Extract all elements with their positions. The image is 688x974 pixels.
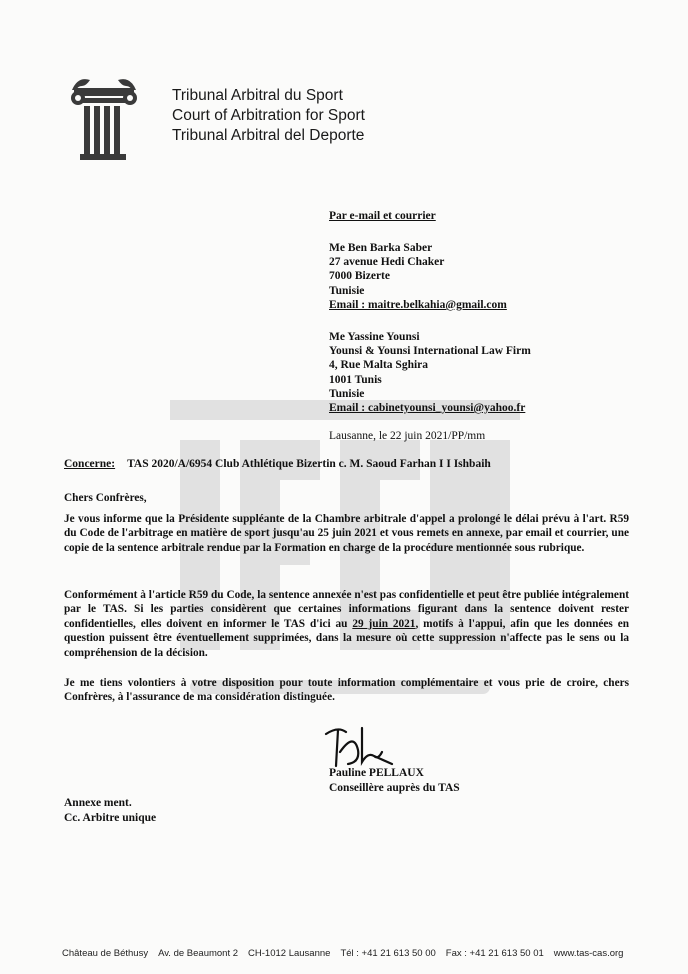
- organization-header: [172, 86, 365, 146]
- footer-building: Château de Béthusy: [62, 948, 149, 959]
- salutation: Chers Confrères,: [64, 492, 147, 504]
- recipient-2-line: Tunisie: [329, 387, 365, 400]
- recipient-2-line: Me Yassine Younsi: [329, 331, 420, 343]
- subject-label: Concerne:: [64, 458, 116, 470]
- paragraph-2-text: , motifs à l'appui, afin que les données en question puissent être éventuellement supprimées, dans la mesure où cette suppression n'affecte pas le sens ou la compréhension de la décision.: [64, 617, 629, 659]
- org-name-fr: Tribunal Arbitral du Sport: [172, 87, 343, 104]
- recipient-2-email: Email : cabinetyounsi_younsi@yahoo.fr: [329, 402, 526, 415]
- footer-tel: Tél : +41 21 613 50 00: [340, 948, 436, 959]
- cas-column-logo-icon: [64, 74, 144, 162]
- org-name-es: Tribunal Arbitral del Deporte: [172, 127, 365, 144]
- annex-line: Annexe ment.: [64, 797, 132, 809]
- recipient-1-line: Me Ben Barka Saber: [329, 242, 433, 254]
- signatory-title: Conseillère auprès du TAS: [329, 781, 460, 794]
- recipient-1-line: 27 avenue Hedi Chaker: [329, 256, 445, 269]
- subject-line: [64, 458, 491, 470]
- deadline-date: 29 juin 2021: [352, 617, 416, 630]
- paragraph-2: [64, 588, 629, 660]
- footer-website: www.tas-cas.org: [553, 948, 624, 959]
- letter-date: Lausanne, le 22 juin 2021/PP/mm: [329, 430, 486, 442]
- recipient-1-address: [329, 241, 507, 312]
- footer: [62, 948, 642, 959]
- paragraph-3: Je me tiens volontiers à votre disposition pour toute information complémentaire et vous prie de croire, chers Confrères, à l'assurance de ma considération distinguée.: [64, 677, 629, 704]
- paragraph-2-text: Conformément à l'article R59 du Code, la sentence annexée n'est pas confidentielle et peut être publiée intégralement par le TAS. Si les parties considèrent que certaines informations figurant dans la sentence doivent rester confidentielles, elles doivent en informer le TAS d'ici au: [64, 589, 629, 630]
- recipient-2-line: 1001 Tunis: [329, 373, 382, 386]
- paragraph-1: Je vous informe que la Présidente suppléante de la Chambre arbitrale d'appel a prolongé le délai prévu à l'art. R59 du Code de l'arbitrage en matière de sport jusqu'au 25 juin 2021 et vous remets en annexe, par email et courrier, une copie de la sentence arbitrale rendue par la Formation en charge de la procédure mentionnée sous rubrique.: [64, 513, 629, 554]
- recipient-1-line: Tunisie: [329, 284, 365, 297]
- footer-city: CH-1012 Lausanne: [248, 948, 331, 959]
- subject-text: TAS 2020/A/6954 Club Athlétique Bizertin c. M. Saoud Farhan I I Ishbaih: [127, 458, 491, 470]
- delivery-method: [329, 209, 436, 223]
- recipient-2-line: 4, Rue Malta Sghira: [329, 359, 429, 372]
- recipient-2-address: [329, 330, 531, 415]
- handwritten-signature-icon: [318, 722, 408, 772]
- footer-fax: Fax : +41 21 613 50 01: [445, 948, 544, 959]
- annex-block: [64, 796, 156, 825]
- recipient-2-line: Younsi & Younsi International Law Firm: [329, 345, 531, 358]
- delivery-label: Par e-mail et courrier: [329, 210, 436, 222]
- org-name-en: Court of Arbitration for Sport: [172, 107, 365, 124]
- recipient-1-email: Email : maitre.belkahia@gmail.com: [329, 298, 507, 311]
- watermark-logo-icon: [170, 400, 520, 720]
- signatory-name: Pauline PELLAUX: [329, 767, 424, 779]
- recipient-1-line: 7000 Bizerte: [329, 270, 390, 283]
- cc-line: Cc. Arbitre unique: [64, 811, 157, 824]
- signature-block: [329, 766, 460, 795]
- footer-street: Av. de Beaumont 2: [158, 948, 239, 959]
